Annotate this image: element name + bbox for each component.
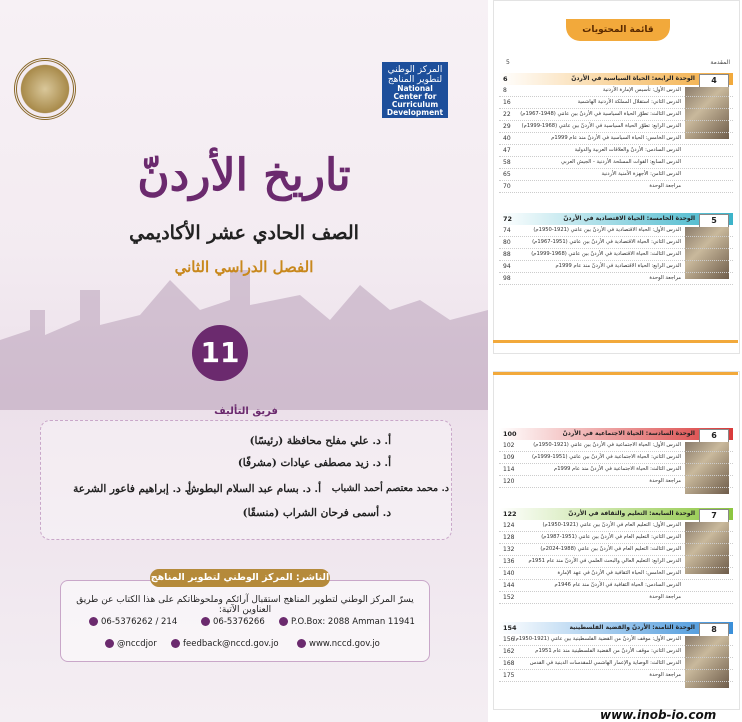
lesson-page: 70 [503,183,511,190]
lesson-page: 65 [503,171,511,178]
lesson-title: الدرس الأول: تأسيس الإمارة الأردنية [602,87,681,93]
lesson-row[interactable] [499,452,733,464]
page-stripe-top [493,372,738,375]
unit-page: 122 [503,510,517,518]
grade-label: الصف الحادي عشر الأكاديمي [129,222,359,244]
lesson-page: 47 [503,147,511,154]
lesson-title: الدرس الثاني: الحياة الاقتصادية في الأردنّ بين عامَي (1951-1967م) [532,239,681,245]
unit-block [499,73,733,193]
unit-number-badge: 8 [699,623,729,637]
social-text: @nccdjor [117,639,157,649]
lesson-page: 29 [503,123,511,130]
page-stripe [493,340,738,343]
facebook-icon [105,639,114,648]
lesson-page: 128 [503,534,515,541]
toc-page-1 [493,0,740,354]
phone-icon [89,617,98,626]
globe-icon [297,639,306,648]
toc-header: قائمة المحتويات [566,19,670,41]
watermark-url: www.inob-io.com [600,708,717,722]
lesson-page: 94 [503,263,511,270]
unit-page: 154 [503,624,517,632]
lesson-page: 162 [503,648,515,655]
lesson-row[interactable] [499,544,733,556]
unit-header[interactable] [499,428,733,440]
lesson-row[interactable] [499,237,733,249]
semester-label: الفصل الدراسي الثاني [174,258,314,276]
website-link[interactable] [297,639,380,649]
lesson-title: الدرس الثالث: الوصاية والإعمار الهاشمي للمقدسات الدينية في القدس [529,660,681,666]
ministry-seal-logo [14,58,76,120]
lesson-row[interactable] [499,109,733,121]
unit-title: الوحدة الخامسة: الحياة الاقتصادية في الأردنّ [563,215,695,222]
email-icon [171,639,180,648]
unit-block [499,213,733,285]
lesson-page: 8 [503,87,507,94]
unit-header[interactable] [499,622,733,634]
lesson-row[interactable] [499,532,733,544]
email-text: feedback@nccd.gov.jo [183,639,279,649]
authors-team-label: فريق التأليف [214,406,278,417]
lesson-page: 132 [503,546,515,553]
phone-2 [201,617,265,627]
lesson-row[interactable] [499,85,733,97]
lesson-title: الدرس الأول: التعليم العام في الأردنّ بين عامَي (1921-1950م) [542,522,681,528]
lesson-page: 152 [503,594,515,601]
lesson-page: 124 [503,522,515,529]
lesson-row[interactable] [499,181,733,193]
lesson-page: 114 [503,466,515,473]
author-1: أ. د. علي مفلح محافظة (رئيسًا) [249,435,391,447]
lesson-row[interactable] [499,97,733,109]
lesson-title: الدرس الأول: الحياة الاجتماعية في الأردنّ بين عامَي (1921-1950م) [533,442,681,448]
lesson-page: 22 [503,111,511,118]
lesson-page: 74 [503,227,511,234]
unit-title: الوحدة الرابعة: الحياة السياسية في الأردنّ [571,75,695,82]
ncc-logo-en: National Center for Curriculum Development [386,84,444,117]
lesson-row[interactable] [499,476,733,488]
lesson-title: مراجعة الوحدة [649,672,681,678]
mail-icon [279,617,288,626]
lesson-page: 144 [503,582,515,589]
lesson-page: 156 [503,636,515,643]
unit-number-badge: 4 [699,74,729,88]
unit-block [499,622,733,682]
lesson-title: الدرس الثالث: الحياة الاقتصادية في الأردنّ بين عامَي (1968-1999م) [531,251,681,257]
lesson-page: 140 [503,570,515,577]
lesson-title: مراجعة الوحدة [649,594,681,600]
lesson-row[interactable] [499,568,733,580]
unit-number-badge: 7 [699,509,729,523]
grade-number-badge: 11 [192,325,248,381]
phone-1 [89,617,177,627]
lesson-title: الدرس الخامس: الحياة السياسية في الأردنّ منذ عام 1999م [551,135,681,141]
ncc-logo-ar: المركز الوطني لتطوير المناهج [387,65,443,85]
fax-icon [201,617,210,626]
lesson-row[interactable] [499,556,733,568]
lesson-row[interactable] [499,169,733,181]
author-5: د. محمد معتصم أحمد الشباب [331,483,449,494]
toc-intro-row [506,59,730,69]
unit-block [499,508,733,604]
contact-box [60,580,430,662]
publisher-label: الناشر: المركز الوطني لتطوير المناهج [150,569,330,587]
lesson-row[interactable] [499,225,733,237]
lesson-title: الدرس الخامس: الحياة الثقافية في الأردنّ في عهد الإمارة [557,570,681,576]
lesson-row[interactable] [499,440,733,452]
intro-label: المقدمة [710,59,730,66]
lesson-row[interactable] [499,249,733,261]
lesson-title: الدرس الرابع: تطوّر الحياة السياسية في الأردنّ بين عامَي (1968-1999م) [521,123,681,129]
authors-box [40,420,452,540]
unit-title: الوحدة الثامنة: الأردنّ والقضية الفلسطينية [569,624,695,631]
lesson-title: الدرس الثامن: الأجهزة الأمنية الأردنية [601,171,681,177]
lesson-page: 40 [503,135,511,142]
author-2: أ. د. زيد مصطفى عيادات (مشرفًا) [237,457,391,469]
unit-header[interactable] [499,213,733,225]
lesson-page: 168 [503,660,515,667]
author-6: د. أسمى فرحان الشراب (منسقًا) [242,507,391,519]
lesson-row[interactable] [499,520,733,532]
lesson-title: مراجعة الوحدة [649,275,681,281]
lesson-page: 88 [503,251,511,258]
unit-header[interactable] [499,508,733,520]
lesson-title: الدرس الرابع: الحياة الاقتصادية في الأردنّ منذ عام 1999م [555,263,681,269]
unit-page: 100 [503,430,517,438]
unit-header[interactable] [499,73,733,85]
lesson-page: 80 [503,239,511,246]
lesson-row[interactable] [499,157,733,169]
lesson-page: 175 [503,672,515,679]
lesson-page: 58 [503,159,511,166]
lesson-row[interactable] [499,658,733,670]
author-3: أ. د. إبراهيم فاعور الشرعة [73,483,191,495]
lesson-title: مراجعة الوحدة [649,183,681,189]
author-4: أ. د. بسام عبد السلام البطوش [186,483,321,495]
lesson-title: الدرس الأول: الحياة الاقتصادية في الأردنّ بين عامَي (1921-1950م) [533,227,681,233]
ncc-logo [382,62,448,118]
lesson-row[interactable] [499,145,733,157]
pobox [279,617,415,627]
lesson-title: الدرس السابع: القوات المسلحة الأردنية - الجيش العربي [560,159,681,165]
pobox-text: P.O.Box: 2088 Amman 11941 [291,617,415,627]
email-link[interactable] [171,639,279,649]
lesson-title: الدرس الثاني: موقف الأردنّ من القضية الفلسطينية منذ عام 1951م [535,648,681,654]
unit-block [499,428,733,488]
lesson-title: الدرس الثاني: استقلال المملكة الأردنية الهاشمية [577,99,681,105]
lesson-page: 102 [503,442,515,449]
lesson-title: الدرس الرابع: التعليم العالي والبحث العلمي في الأردنّ منذ عام 1951م [528,558,681,564]
lesson-page: 136 [503,558,515,565]
lesson-page: 98 [503,275,511,282]
lesson-row[interactable] [499,580,733,592]
unit-page: 72 [503,215,513,223]
lesson-title: الدرس الثالث: الحياة الاجتماعية في الأردنّ منذ عام 1999م [554,466,681,472]
lesson-page: 120 [503,478,515,485]
invite-text: يسرّ المركز الوطني لتطوير المناهج استقبال آرائكم وملحوظاتكم على هذا الكتاب عن طريق العناوين الآتية: [76,595,414,615]
unit-title: الوحدة السابعة: التعليم والثقافة في الأردنّ [568,510,695,517]
lesson-page: 109 [503,454,515,461]
website-text: www.nccd.gov.jo [309,639,380,649]
lesson-title: مراجعة الوحدة [649,478,681,484]
social[interactable] [105,639,157,649]
phone-2-text: 06-5376266 [213,617,265,627]
phone-1-text: 06-5376262 / 214 [101,617,178,627]
unit-number-badge: 6 [699,429,729,443]
lesson-row[interactable] [499,592,733,604]
lesson-row[interactable] [499,646,733,658]
unit-page: 6 [503,75,508,83]
lesson-row[interactable] [499,634,733,646]
lesson-title: الدرس الثاني: التعليم العام في الأردنّ بين عامَي (1951-1987م) [541,534,681,540]
toc-page-2 [493,371,740,710]
unit-number-badge: 5 [699,214,729,228]
lesson-title: الدرس السادس: الحياة الثقافية في الأردنّ منذ عام 1946م [554,582,681,588]
lesson-row[interactable] [499,464,733,476]
lesson-row[interactable] [499,261,733,273]
lesson-title: الدرس الثاني: الحياة الاجتماعية في الأردنّ بين عامَي (1951-1999م) [531,454,681,460]
intro-page: 5 [506,59,510,66]
lesson-title: الدرس الثالث: التعليم العام في الأردنّ بين عامَي (1988-2024م) [540,546,681,552]
lesson-row[interactable] [499,273,733,285]
lesson-row[interactable] [499,121,733,133]
lesson-row[interactable] [499,133,733,145]
lesson-title: الدرس الثالث: تطوّر الحياة السياسية في الأردنّ بين عامَي (1948-1967م) [520,111,681,117]
lesson-page: 16 [503,99,511,106]
lesson-title: الدرس السادس: الأردنّ والعلاقات العربية والدولية [574,147,681,153]
unit-title: الوحدة السادسة: الحياة الاجتماعية في الأردنّ [562,430,695,437]
book-title: تاريخ الأردنّ [137,150,351,201]
lesson-row[interactable] [499,670,733,682]
lesson-title: الدرس الأول: موقف الأردنّ من القضية الفلسطينية بين عامَي (1921-1950م) [513,636,681,642]
